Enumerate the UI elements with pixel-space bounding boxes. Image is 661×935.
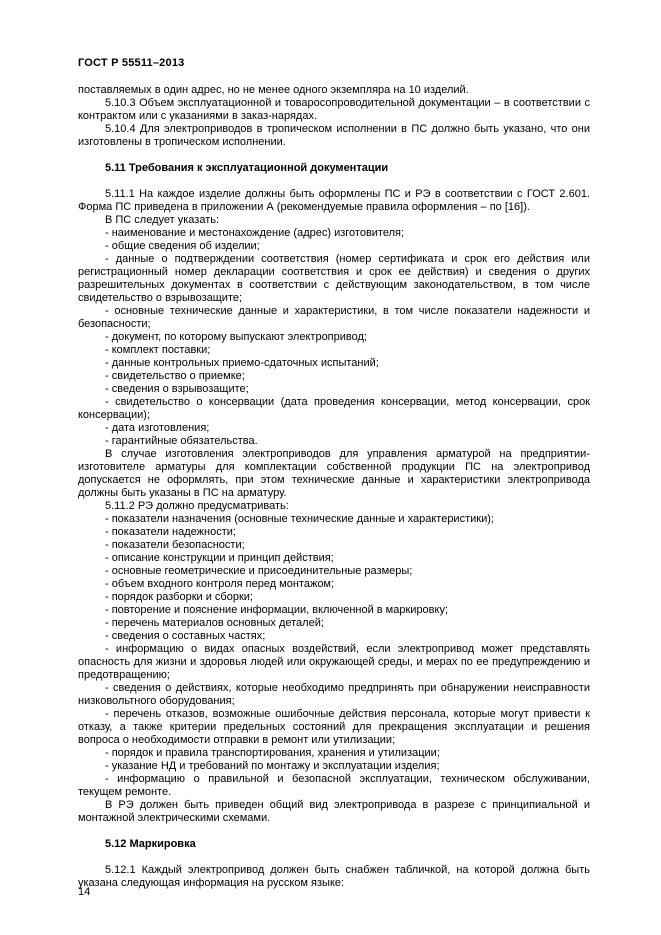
paragraph: 5.10.4 Для электроприводов в тропическом исполнении в ПС должно быть указано, что они изготовлены в тропическом исполнении.: [78, 123, 590, 148]
paragraph: 5.11.2 РЭ должно предусматривать:: [105, 500, 289, 512]
paragraph: - данные контрольных приемо-сдаточных испытаний;: [105, 357, 379, 369]
document-body: [78, 84, 590, 890]
paragraph: - сведения о взрывозащите;: [105, 383, 249, 395]
paragraph: - показатели безопасности;: [105, 539, 245, 551]
paragraph: 5.12.1 Каждый электропривод должен быть снабжен табличкой, на которой должна быть указана следующая информация на русском языке:: [78, 864, 590, 889]
paragraph: - порядок разборки и сборки;: [105, 591, 253, 603]
paragraph: В РЭ должен быть приведен общий вид электропривода в разрезе с принципиальной и монтажной электрическими схемами.: [78, 799, 590, 824]
document-header-title: ГОСТ Р 55511–2013: [78, 57, 185, 69]
paragraph: - сведения о составных частях;: [105, 630, 266, 642]
paragraph: 5.10.3 Объем эксплуатационной и товаросопроводительной документации – в соответствии с контрактом или с указаниями в заказ-нарядах.: [78, 97, 590, 122]
paragraph: - перечень материалов основных деталей;: [105, 617, 324, 629]
paragraph: - показатели надежности;: [105, 526, 236, 538]
paragraph: - описание конструкции и принцип действия;: [105, 552, 334, 564]
paragraph: - перечень отказов, возможные ошибочные действия персонала, которые могут привести к отказу, а также критерии предельных состояний для прекращения эксплуатации и решения вопроса о необходимости отправки в ремонт или утилизации;: [78, 708, 590, 746]
paragraph: - свидетельство о консервации (дата проведения консервации, метод консервации, срок консервации);: [78, 396, 590, 421]
paragraph: - повторение и пояснение информации, включенной в маркировку;: [105, 604, 449, 616]
paragraph: - наименование и местонахождение (адрес) изготовителя;: [105, 227, 405, 239]
paragraph: В случае изготовления электроприводов для управления арматурой на предприятии-изготовителе арматуры для комплектации собственной продукции ПС на электропривод допускается не оформлять, при этом технические данные и характеристики электропривода должны быть указаны в ПС на арматуру.: [78, 448, 590, 499]
section-heading: 5.11 Требования к эксплуатационной документации: [105, 162, 389, 174]
paragraph: - указание НД и требований по монтажу и эксплуатации изделия;: [105, 760, 440, 772]
paragraph: - дата изготовления;: [105, 422, 210, 434]
paragraph: - свидетельство о приемке;: [105, 370, 245, 382]
paragraph: поставляемых в один адрес, но не менее одного экземпляра на 10 изделий.: [78, 84, 469, 96]
paragraph: - основные технические данные и характеристики, в том числе показатели надежности и безопасности;: [78, 305, 590, 330]
page-number: 14: [78, 886, 91, 898]
paragraph: - данные о подтверждении соответствия (номер сертификата и срок его действия или регистрационный номер декларации соответствия и срок ее действия) и сведения о других разрешительных документах в соответствии с действующим законодательством, в том числе свидетельство о взрывозащите;: [78, 253, 590, 304]
paragraph: - гарантийные обязательства.: [105, 435, 258, 447]
paragraph: В ПС следует указать:: [105, 214, 220, 226]
paragraph: - объем входного контроля перед монтажом;: [105, 578, 335, 590]
paragraph: - информацию о правильной и безопасной эксплуатации, техническом обслуживании, текущем ремонте.: [78, 773, 590, 798]
paragraph: - комплект поставки;: [105, 344, 211, 356]
section-heading: 5.12 Маркировка: [105, 838, 196, 850]
paragraph: - информацию о видах опасных воздействий, если электропривод может представлять опасность для жизни и здоровья людей или окружающей среды, и мерах по ее предупреждению и предотвращению;: [78, 643, 590, 681]
paragraph: - сведения о действиях, которые необходимо предпринять при обнаружении неисправности низковольтного оборудования;: [78, 682, 590, 707]
paragraph: - основные геометрические и присоединительные размеры;: [105, 565, 413, 577]
paragraph: - документ, по которому выпускают электропривод;: [105, 331, 367, 343]
paragraph: - общие сведения об изделии;: [105, 240, 260, 252]
paragraph: - показатели назначения (основные технические данные и характеристики);: [105, 513, 494, 525]
paragraph: 5.11.1 На каждое изделие должны быть оформлены ПС и РЭ в соответствии с ГОСТ 2.601. Форма ПС приведена в приложении А (рекомендуемые правила оформления – по [16]).: [78, 188, 590, 213]
paragraph: - порядок и правила транспортирования, хранения и утилизации;: [105, 747, 440, 759]
